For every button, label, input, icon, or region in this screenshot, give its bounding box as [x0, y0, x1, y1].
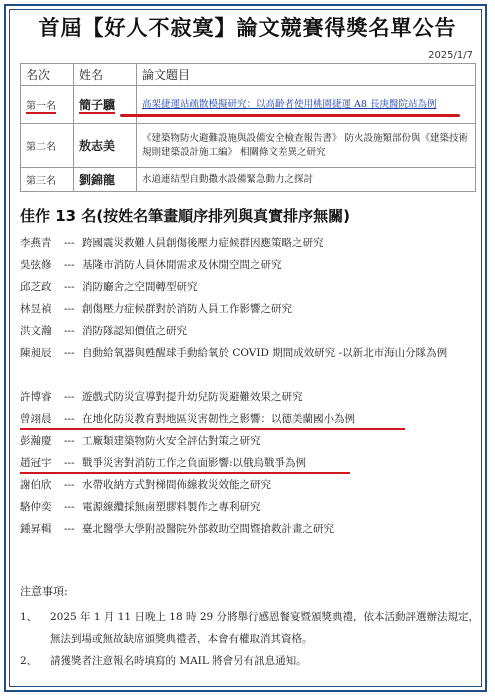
list-item — [20, 474, 480, 496]
separator: --- — [64, 281, 75, 293]
honoree-topic: 跨國震災救難人員創傷後壓力症候群因應策略之研究 — [82, 237, 324, 249]
separator: --- — [64, 457, 75, 469]
honoree-topic: 消防隊認知價值之研究 — [82, 325, 187, 337]
separator: --- — [64, 523, 75, 535]
separator: --- — [64, 303, 75, 315]
list-item — [20, 298, 480, 320]
list-item — [20, 650, 482, 672]
honorable-list — [20, 232, 480, 540]
list-item — [20, 408, 480, 430]
list-item — [20, 320, 480, 342]
note-number: 2、 — [20, 655, 38, 667]
list-item — [20, 276, 480, 298]
list-item — [20, 496, 480, 518]
topic-cell — [137, 86, 476, 124]
table-row — [21, 124, 476, 168]
separator: --- — [64, 237, 75, 249]
winners-table-header — [21, 64, 476, 86]
honoree-name: 曾翊晨 — [20, 413, 52, 425]
list-item — [20, 452, 480, 474]
separator: --- — [64, 413, 75, 425]
honoree-name: 彭瀚慶 — [20, 435, 52, 447]
notes-list — [20, 606, 482, 672]
note-number: 1、 — [20, 611, 38, 623]
honoree-name: 陳昶辰 — [20, 347, 52, 359]
header-name: 姓名 — [74, 64, 137, 86]
name-cell — [74, 86, 137, 124]
header-topic: 論文題目 — [137, 64, 476, 86]
list-item — [20, 606, 482, 650]
honoree-name: 鍾昇輯 — [20, 523, 52, 535]
rank-cell: 第二名 — [21, 124, 74, 168]
table-row — [21, 86, 476, 124]
honoree-topic: 電源線纜採無鹵塑膠料製作之專利研究 — [82, 501, 261, 513]
name-cell: 敖志美 — [74, 124, 137, 168]
honoree-topic: 創傷壓力症候群對於消防人員工作影響之研究 — [82, 303, 292, 315]
rank-cell: 第三名 — [21, 168, 74, 192]
winners-table — [20, 63, 476, 192]
list-item — [20, 232, 480, 254]
list-item — [20, 342, 480, 386]
honoree-name: 洪文瀚 — [20, 325, 52, 337]
separator: --- — [64, 479, 75, 491]
honoree-topic: 遊戲式防災宣導對提升幼兒防災避難效果之研究 — [82, 391, 303, 403]
header-rank: 名次 — [21, 64, 74, 86]
rank-label: 第一名 — [26, 101, 56, 112]
honoree-name: 趙冠宇 — [20, 457, 52, 469]
honoree-topic: 水帶收納方式對梯間佈線救災效能之研究 — [82, 479, 271, 491]
name-cell: 劉錦龍 — [74, 168, 137, 192]
topic-cell: 《建築物防火避難設施與設備安全檢查報告書》 防火設施類部份與《建築技術規則建築設計施工編》 相關條文差異之研究 — [137, 124, 476, 168]
honoree-topic: 自動給氧器與甦醒球手動給氧於 COVID 期間成效研究 -以新北市海山分隊為例 — [82, 347, 448, 359]
honoree-topic: 消防廳舍之空間轉型研究 — [82, 281, 198, 293]
table-row — [21, 168, 476, 192]
separator: --- — [64, 435, 75, 447]
list-item — [20, 430, 480, 452]
honorable-heading: 佳作 13 名(按姓名筆畫順序排列與真實排序無關) — [20, 207, 351, 225]
honoree-topic: 在地化防災教育對地區災害韌性之影響：以德美蘭國小為例 — [82, 413, 355, 425]
honoree-topic: 戰爭災害對消防工作之負面影響:以俄烏戰爭為例 — [82, 457, 307, 469]
honoree-name: 吳弦修 — [20, 259, 52, 271]
note-text: 2025 年 1 月 11 日晚上 18 時 29 分將舉行感恩餐宴暨頒獎典禮，依本活動評選辦法規定，無法到場或無故缺席頒獎典禮者，本會有權取消其資格。 — [50, 611, 480, 645]
list-item — [20, 254, 480, 276]
announcement-date: 2025/1/7 — [428, 50, 473, 61]
winner-name: 簡子驥 — [79, 98, 116, 112]
honoree-topic: 基隆市消防人員休閒需求及休閒空間之研究 — [82, 259, 282, 271]
separator: --- — [64, 347, 75, 359]
winner-topic: 高架捷運站疏散模擬研究：以高齡者使用桃園捷運 A8 長庚醫院站為例 — [142, 98, 437, 110]
separator: --- — [64, 391, 75, 403]
list-item — [20, 386, 480, 408]
page-title: 首屆【好人不寂寞】論文競賽得獎名單公告 — [38, 16, 457, 40]
notes-heading: 注意事項: — [20, 585, 68, 598]
honoree-name: 駱仲奕 — [20, 501, 52, 513]
separator: --- — [64, 259, 75, 271]
honoree-name: 林昱禎 — [20, 303, 52, 315]
list-item — [20, 518, 480, 540]
honoree-name: 邱芝政 — [20, 281, 52, 293]
rank-cell — [21, 86, 74, 124]
honoree-name: 謝伯欣 — [20, 479, 52, 491]
note-text: 請獲獎者注意報名時填寫的 MAIL 將會另有訊息通知。 — [50, 655, 307, 667]
topic-cell: 水道連結型自動撒水設備緊急動力之探討 — [137, 168, 476, 192]
honoree-name: 李燕青 — [20, 237, 52, 249]
separator: --- — [64, 501, 75, 513]
highlight-mark — [120, 114, 460, 117]
honoree-topic: 臺北醫學大學附設醫院外部救助空間暨搶救計畫之研究 — [82, 523, 334, 535]
separator: --- — [64, 325, 75, 337]
honoree-topic: 工廠類建築物防火安全評估對策之研究 — [82, 435, 261, 447]
honoree-name: 許博睿 — [20, 391, 52, 403]
